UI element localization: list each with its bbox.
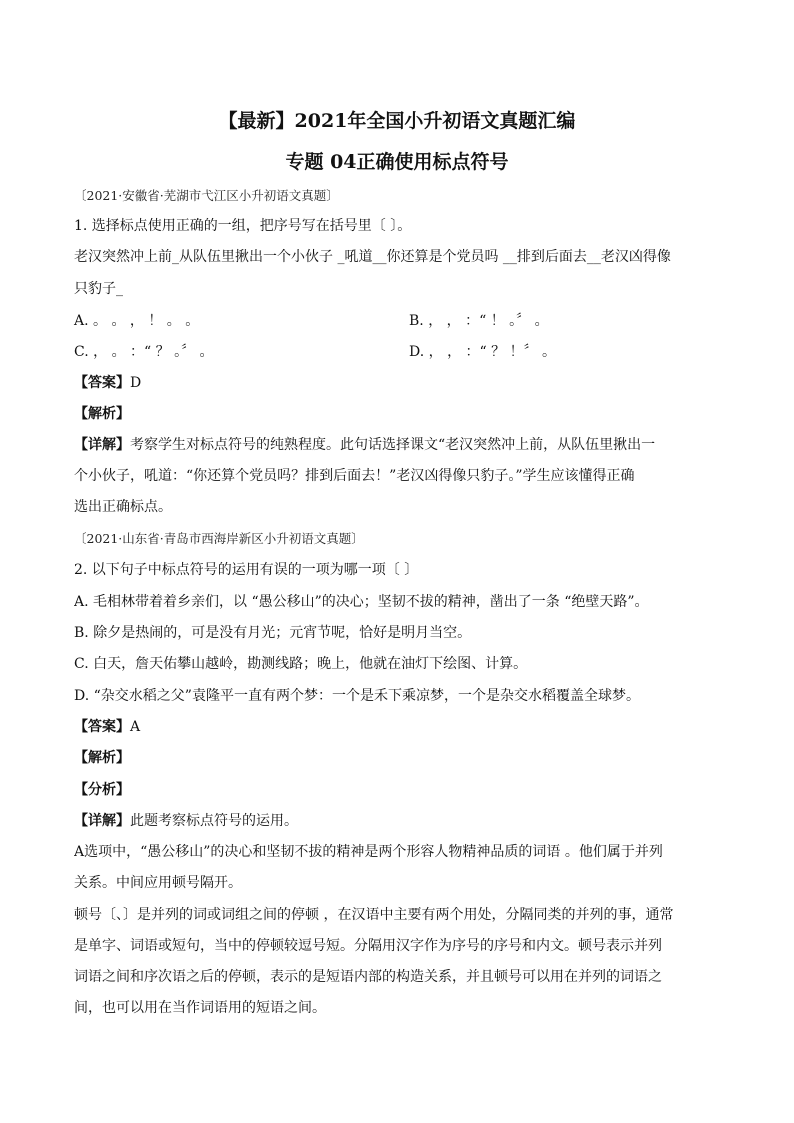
q1-stem: 1. 选择标点使用正确的一组，把序号写在括号里〔 〕。: [74, 218, 412, 234]
q2-para1-line-2: 关系。中间应用顿号隔开。: [74, 875, 242, 891]
q1-detail-line-1: [74, 435, 724, 455]
q1-source: 〔2021·安徽省·芜湖市弋江区小升初语文真题〕: [74, 188, 339, 203]
q2-analyze-tag: 【分析】: [74, 782, 130, 798]
q1-answer: [74, 373, 724, 393]
q2-analysis-tag: 【解析】: [74, 750, 130, 766]
q2-detail-tag: 【详解】: [74, 813, 130, 829]
q1-option-d: D. ， ， ：“ ？ ！〞 。: [409, 344, 557, 360]
q2-answer: [74, 717, 724, 737]
q2-para2-line-2: 是单字、词语或短句，当中的停顿较逗号短。分隔用汉字作为序号的序号和内文。顿号表示并列: [74, 938, 662, 954]
q1-text-line-1: 老汉突然冲上前_从队伍里揪出一个小伙子 _吼道__你还算是个党员吗 __排到后面去__老汉凶得像: [74, 249, 671, 265]
q2-para1-line-1: A选项中，“愚公移山”的决心和坚韧不拔的精神是两个形容人物精神品质的词语 。他们属于并列: [74, 844, 663, 860]
q1-text-line-2: 只豹子_: [74, 281, 123, 297]
q2-answer-value: A: [130, 719, 141, 735]
q2-para2-line-1: 顿号〔、〕是并列的词或词组之间的停顿 ，在汉语中主要有两个用处，分隔同类的并列的事，通常: [74, 907, 674, 923]
q2-answer-tag: 【答案】: [74, 719, 130, 735]
q2-detail-line: [74, 811, 724, 831]
q1-analysis-tag: 【解析】: [74, 406, 130, 422]
q1-answer-tag: 【答案】: [74, 375, 130, 391]
q1-detail-line-3: 选出正确标点。: [74, 499, 172, 515]
q1-option-b: B. ， ， ：“ ！ 。〞 。: [409, 313, 549, 329]
q2-detail-text: 此题考察标点符号的运用。: [130, 813, 298, 829]
q2-stem: 2. 以下句子中标点符号的运用有误的一项为哪一项〔 〕: [74, 562, 419, 578]
q2-source: 〔2021·山东省·青岛市西海岸新区小升初语文真题〕: [74, 531, 364, 546]
q2-option-c: C. 白天，詹天佑攀山越岭，勘测线路；晚上，他就在油灯下绘图、计算。: [74, 656, 528, 672]
q2-para2-line-3: 词语之间和序次语之后的停顿，表示的是短语内部的构造关系，并且顿号可以用在并列的词语之: [74, 969, 662, 985]
q1-detail-line-2: 个小伙子，吼道：“你还算个党员吗？排到后面去！”老汉凶得像只豹子。”学生应该懂得正确: [74, 468, 635, 484]
q1-detail-text-1: 考察学生对标点符号的纯熟程度。此句话选择课文“老汉突然冲上前，从队伍里揪出一: [130, 437, 656, 453]
q2-option-b: B. 除夕是热闹的，可是没有月光；元宵节呢，恰好是明月当空。: [74, 625, 472, 641]
q1-option-a: A. 。 。 ， ！ 。 。: [74, 313, 200, 329]
document-title: 【最新】2021年全国小升初语文真题汇编: [218, 110, 576, 132]
q1-detail-tag: 【详解】: [74, 437, 130, 453]
q2-option-d: D. “杂交水稻之父”袁隆平一直有两个梦：一个是禾下乘凉梦，一个是杂交水稻覆盖全球梦。: [74, 688, 640, 704]
q1-option-c: C. ， 。 ：“ ？ 。〞 。: [74, 344, 214, 360]
q2-para2-line-4: 间，也可以用在当作词语用的短语之间。: [74, 1000, 326, 1016]
document-subtitle: 专题 04正确使用标点符号: [285, 151, 509, 173]
q1-answer-value: D: [130, 375, 142, 391]
q2-option-a: A. 毛相林带着着乡亲们，以 “愚公移山”的决心；坚韧不拔的精神，凿出了一条 “绝壁天路”。: [74, 594, 649, 610]
